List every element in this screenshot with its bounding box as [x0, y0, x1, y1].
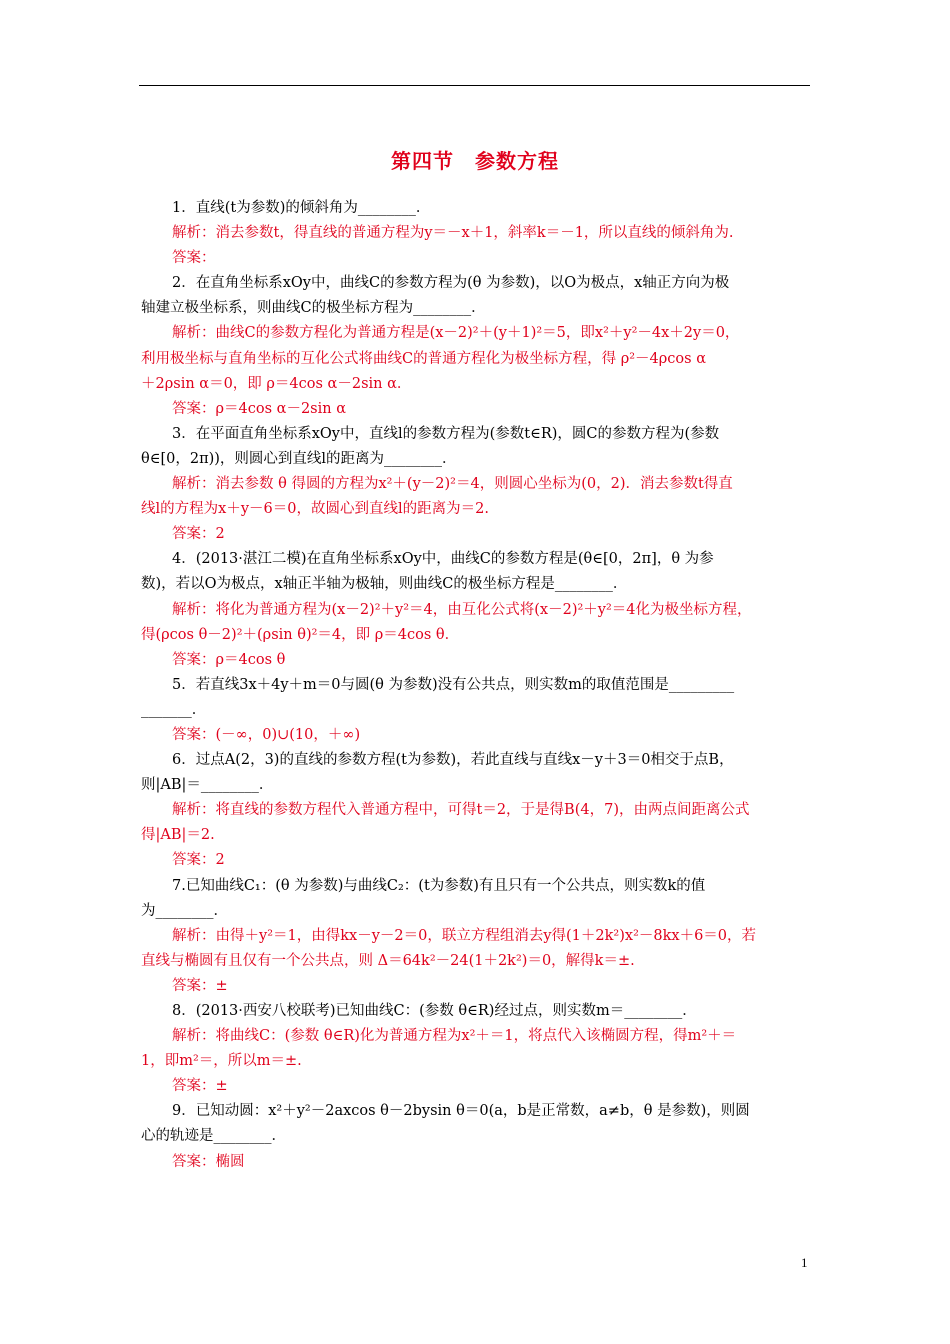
solution-line: 利用极坐标与直角坐标的互化公式将曲线C的普通方程化为极坐标方程，得 ρ²－4ρcos α	[141, 350, 706, 367]
solution-line: 直线与椭圆有且仅有一个公共点，则 Δ＝64k²－24(1＋2k²)＝0，解得k＝±.	[141, 952, 635, 969]
solution-line: ＋2ρsin α＝0，即 ρ＝4cos α－2sin α．	[141, 375, 412, 392]
page-title: 第四节 参数方程	[391, 149, 559, 173]
solution-line: 线l的方程为x＋y－6＝0，故圆心到直线l的距离为＝2.	[141, 501, 489, 518]
solution-line: 答案：2	[172, 526, 225, 543]
question-line: 6．过点A(2，3)的直线的参数方程(t为参数)，若此直线与直线x－y＋3＝0相交于点B，	[172, 752, 734, 769]
document-body	[141, 196, 811, 1175]
solution-line: 答案：ρ＝4cos α－2sin α	[172, 400, 346, 417]
header-rule	[139, 85, 810, 86]
solution-line: 解析：消去参数 θ 得圆的方程为x²＋(y－2)²＝4，则圆心坐标为(0，2)．消去参数t得直	[172, 476, 733, 493]
solution-line: 答案：椭圆	[172, 1153, 245, 1170]
solution-line: 答案：(－∞，0)∪(10，＋∞)	[172, 726, 361, 743]
question-line: 心的轨迹是________．	[141, 1128, 286, 1145]
solution-line: 得|AB|＝2.	[141, 827, 215, 844]
solution-line: 得(ρcos θ－2)²＋(ρsin θ)²＝4，即 ρ＝4cos θ．	[141, 626, 460, 643]
solution-line: 答案：±	[172, 977, 228, 994]
solution-line: 答案：±	[172, 1078, 228, 1095]
question-line: 7.已知曲线C₁：(θ 为参数)与曲线C₂：(t为参数)有且只有一个公共点，则实数k的值	[172, 877, 706, 894]
page-number: 1	[801, 1255, 808, 1270]
question-line: θ∈[0，2π))，则圆心到直线l的距离为________．	[141, 450, 457, 467]
question-line: _______．	[141, 701, 207, 718]
solution-line: 答案：ρ＝4cos θ	[172, 651, 286, 668]
question-line: 1．直线(t为参数)的倾斜角为________．	[172, 200, 431, 216]
solution-line: 1，即m²＝，所以m＝±.	[141, 1053, 302, 1070]
solution-line: 解析：将化为普通方程为(x－2)²＋y²＝4，由互化公式将(x－2)²＋y²＝4化为极坐标方程，	[172, 601, 752, 618]
solution-line: 解析：将曲线C：(参数 θ∈R)化为普通方程为x²＋＝1，将点代入该椭圆方程，得m²＋＝	[172, 1028, 737, 1045]
question-line: 轴建立极坐标系，则曲线C的极坐标方程为________．	[141, 300, 486, 317]
question-line: 8．(2013·西安八校联考)已知曲线C：(参数 θ∈R)经过点，则实数m＝________．	[172, 1003, 697, 1019]
question-line: 2．在直角坐标系xOy中，曲线C的参数方程为(θ 为参数)，以O为极点，x轴正方向为极	[172, 275, 730, 292]
solution-line: 解析：由得＋y²＝1，由得kx－y－2＝0，联立方程组消去y得(1＋2k²)x²－8kx＋6＝0，若	[172, 927, 757, 944]
question-line: 为________．	[141, 902, 228, 919]
question-line: 4．(2013·湛江二模)在直角坐标系xOy中，曲线C的参数方程是(θ∈[0，2π]，θ 为参	[172, 551, 714, 568]
question-line: 则|AB|＝________．	[141, 777, 274, 794]
solution-line: 解析：曲线C的参数方程化为普通方程是(x－2)²＋(y＋1)²＝5，即x²＋y²－4x＋2y＝0，	[172, 325, 740, 342]
solution-line: 解析：消去参数t，得直线的普通方程为y＝－x＋1，斜率k＝－1，所以直线的倾斜角为.	[172, 225, 734, 242]
question-line: 5．若直线3x＋4y＋m＝0与圆(θ 为参数)没有公共点，则实数m的取值范围是_________	[172, 676, 735, 693]
solution-line: 答案：2	[172, 852, 225, 869]
question-line: 9．已知动圆：x²＋y²－2axcos θ－2bysin θ＝0(a，b是正常数，a≠b，θ 是参数)，则圆	[172, 1103, 750, 1120]
solution-line: 解析：将直线的参数方程代入普通方程中，可得t＝2，于是得B(4，7)，由两点间距离公式	[172, 802, 750, 819]
question-line: 3．在平面直角坐标系xOy中，直线l的参数方程为(参数t∈R)，圆C的参数方程为(参数	[172, 425, 720, 442]
question-line: 数)，若以O为极点，x轴正半轴为极轴，则曲线C的极坐标方程是________．	[141, 576, 628, 593]
solution-line: 答案：	[172, 250, 216, 267]
